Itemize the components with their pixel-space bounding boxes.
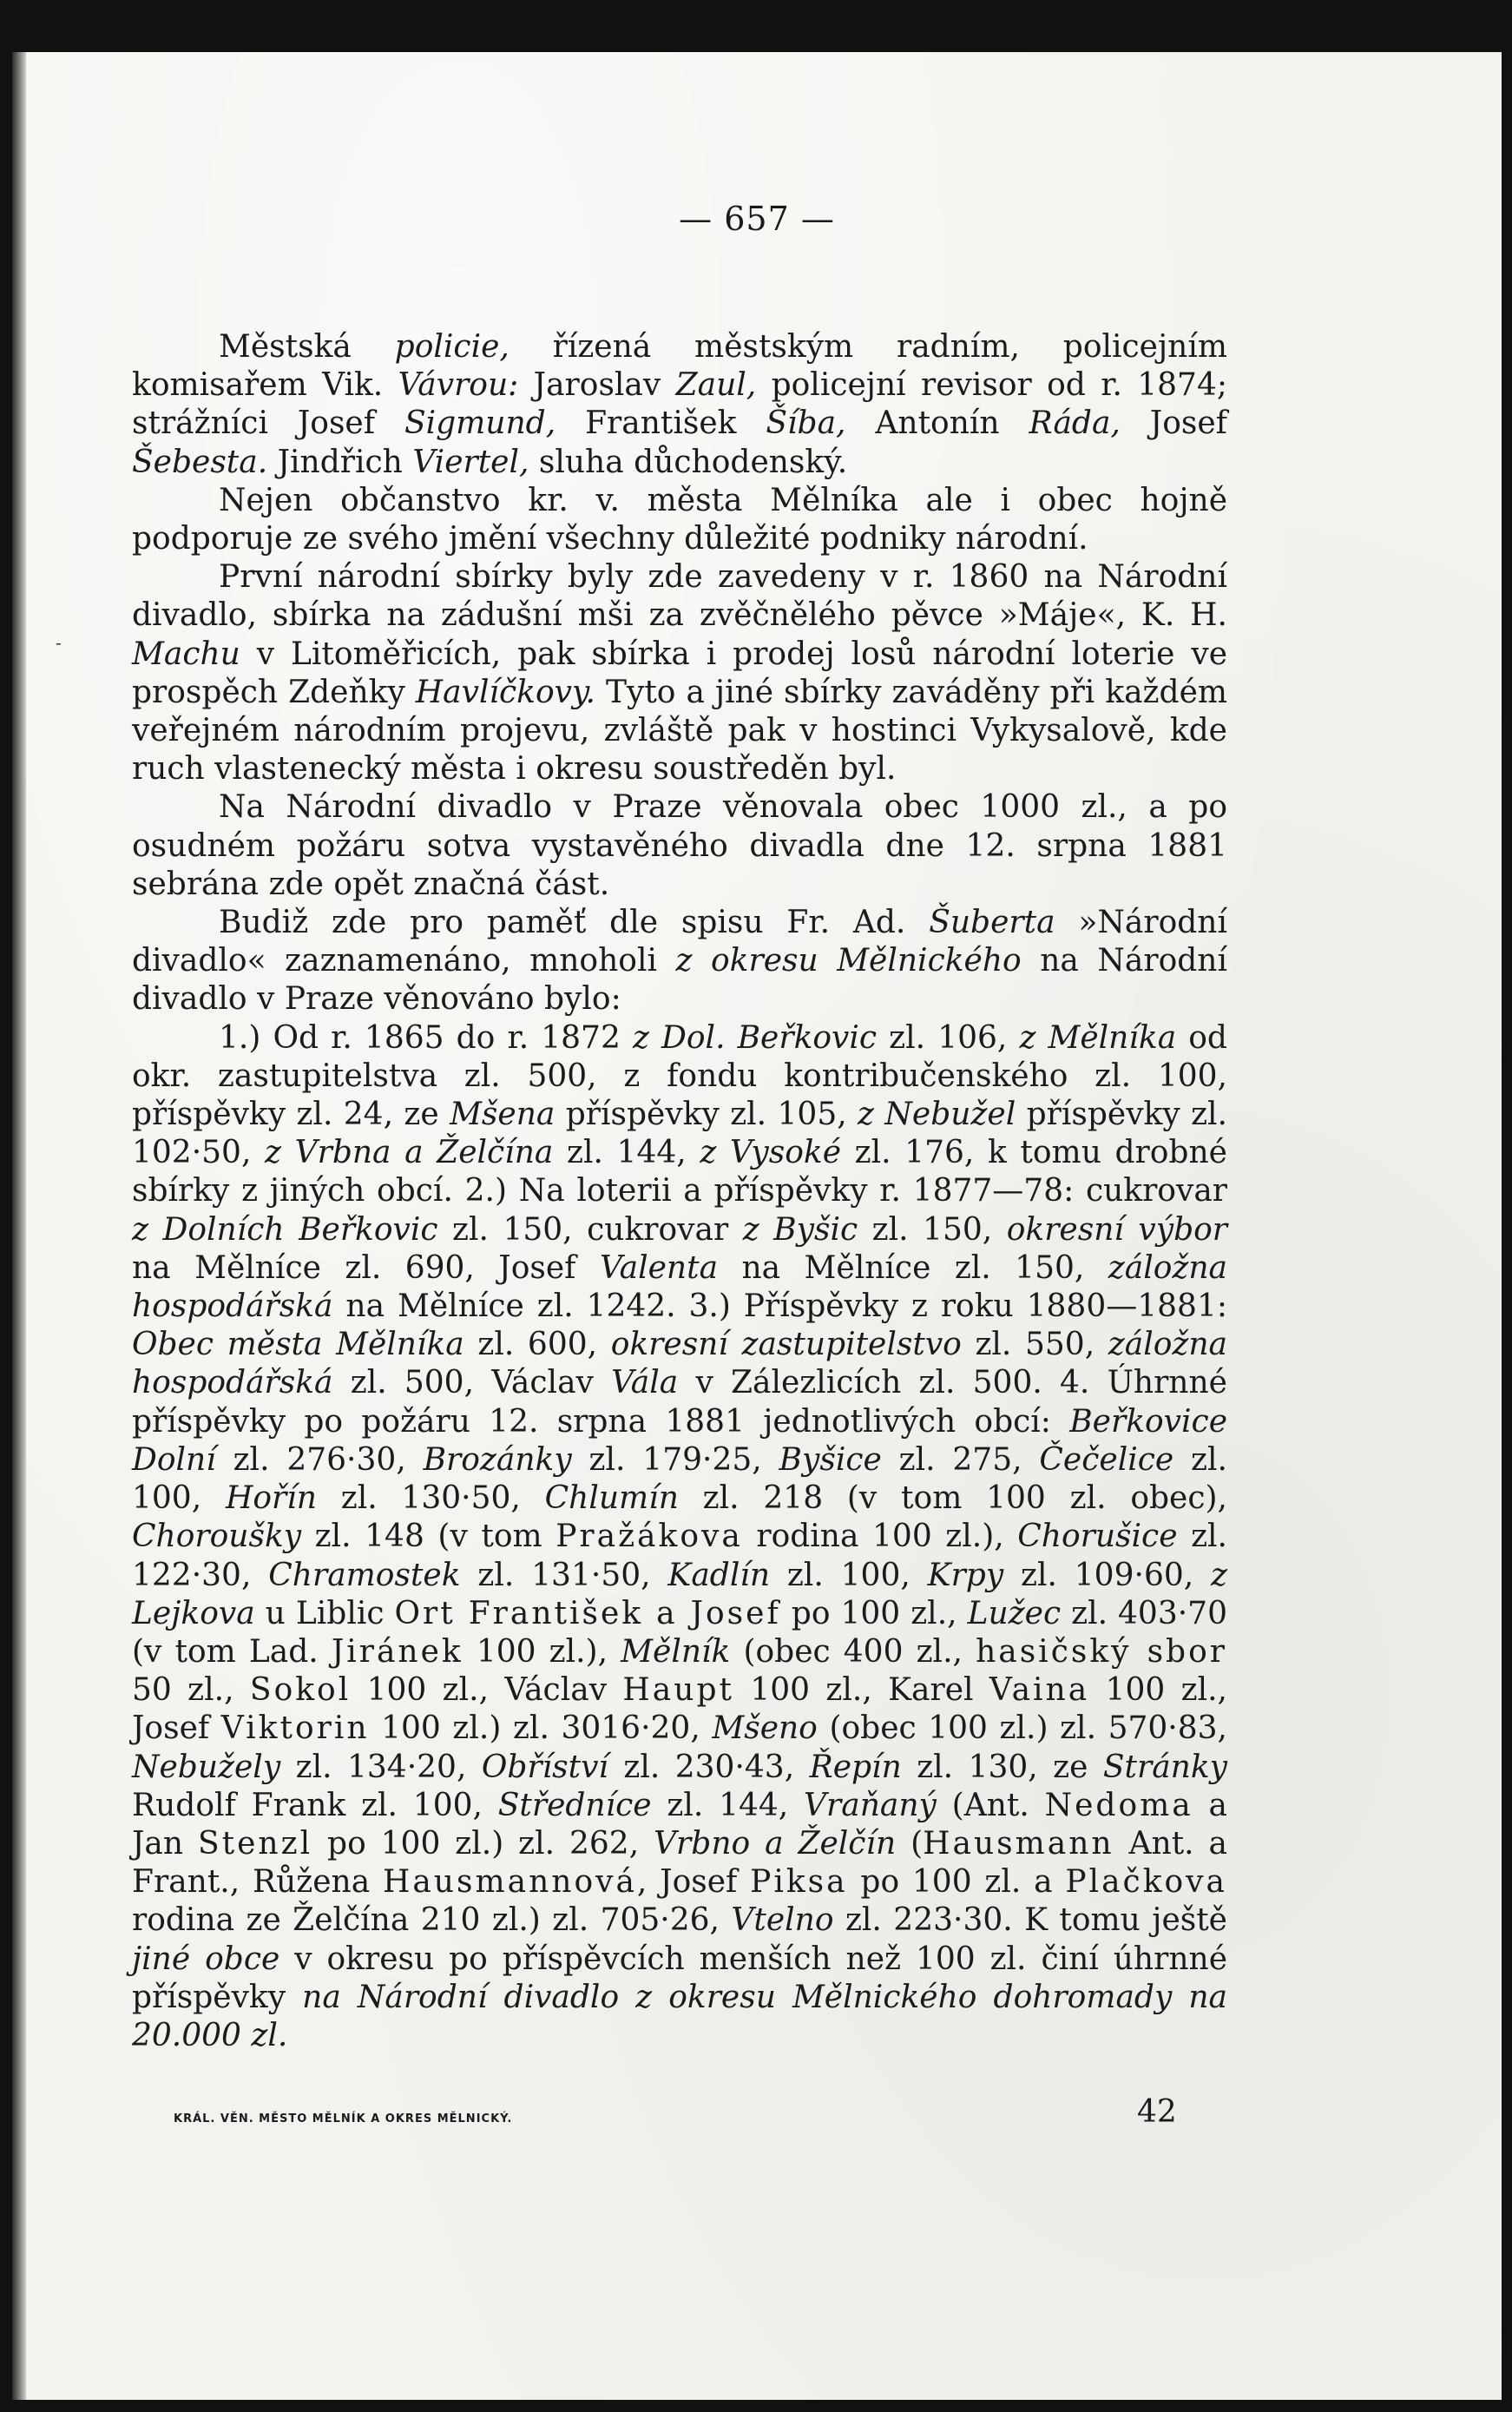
text-run: zl. 144, <box>553 1135 700 1171</box>
text-run: zl. 134·20, <box>280 1749 482 1785</box>
text-run: v Litoměřicích, pak sbírka i prodej losů národní loterie ve prospěch Zdeňky <box>132 636 1227 710</box>
italic-run: Řepín <box>809 1749 902 1785</box>
italic-run: Mělník <box>621 1633 731 1670</box>
italic-run: Šebesta. <box>132 444 268 480</box>
italic-run: okresní zastupitelstvo <box>610 1327 962 1363</box>
italic-run: Šíba, <box>766 405 846 442</box>
text-run: Na Národní divadlo v Praze věnovala obec 1000 zl., a po osudném požáru sotva vystavěného divadla dne 12. srpna 1881 sebrána zde opět značná část. <box>132 789 1227 902</box>
text-run: zl. 276·30, <box>215 1441 424 1478</box>
paragraph <box>132 328 1227 482</box>
italic-run: záložna hospodářská <box>132 1327 1227 1401</box>
italic-run: Středníce <box>497 1787 652 1823</box>
text-run: příspěvky zl. 105, <box>555 1097 858 1133</box>
text-run: zl. 130·50, <box>316 1480 545 1517</box>
italic-run: z Vrbna a Želčína <box>265 1135 554 1171</box>
spaced-run: Piksa <box>750 1864 848 1901</box>
text-run: ( <box>896 1825 924 1862</box>
text-run: rodina 100 zl.), <box>742 1519 1018 1555</box>
italic-run: Krpy <box>927 1557 1004 1593</box>
text-run: zl. 150, cukrovar <box>437 1211 743 1248</box>
text-run: zl. 100, <box>770 1557 928 1593</box>
text-run: zl. 131·50, <box>460 1557 668 1593</box>
text-run: zl. 176, k tomu drobné sbírky z jiných obcí. 2.) Na loterii a příspěvky r. 1877—78: cukrovar <box>132 1135 1227 1209</box>
italic-run: z Vysoké <box>700 1135 842 1171</box>
text-run: Rudolf Frank zl. 100, <box>132 1787 498 1823</box>
italic-run: Obříství <box>481 1749 608 1785</box>
italic-run: z okresu Mělnického <box>675 943 1022 979</box>
spaced-run: Vaina <box>989 1672 1090 1709</box>
italic-run: Šuberta <box>929 905 1055 941</box>
italic-run: Valenta <box>599 1249 719 1286</box>
italic-run: Nebužely <box>132 1749 281 1785</box>
text-run: »Národní divadlo« zaznamenáno, mnoholi <box>132 905 1227 979</box>
text-run: Tyto a jiné sbírky zaváděny při každém veřejném národním projevu, zvláště pak v hostinci Vykysalově, kde ruch vlastenecký města i okresu soustředěn byl. <box>132 674 1228 788</box>
text-run: policejní revisor od r. 1874; strážníci Josef <box>132 367 1227 442</box>
text-run: na Mělníce zl. 690, Josef <box>132 1249 600 1286</box>
text-run: po 100 zl. a <box>847 1864 1066 1901</box>
italic-run: Vávrou: <box>398 367 519 404</box>
text-run: zl. 144, <box>651 1787 805 1823</box>
margin-mark: - <box>56 632 62 653</box>
text-run: , Josef <box>636 1864 751 1901</box>
italic-run: z Dol. Beřkovic <box>632 1019 878 1056</box>
text-run: zl. 179·25, <box>571 1441 779 1478</box>
italic-run: Zaul, <box>675 367 757 404</box>
text-run: Jindřich <box>267 444 413 480</box>
italic-run: Chlumín <box>544 1480 679 1517</box>
gathering-signature: 42 <box>1137 2094 1177 2130</box>
text-run: na Mělníce zl. 150, <box>718 1249 1108 1286</box>
text-run: zl. 106, <box>877 1019 1020 1056</box>
italic-run: Vtelno <box>731 1902 834 1939</box>
text-run: Jaroslav <box>518 367 676 404</box>
spaced-run: Sokol <box>249 1672 352 1709</box>
italic-run: Beřkovice Dolní <box>132 1403 1227 1478</box>
text-run: 100 zl., Václav <box>351 1672 623 1709</box>
italic-run: Sigmund, <box>404 405 556 442</box>
text-run: u Liblic <box>254 1595 395 1631</box>
text-run: zl. 223·30. K tomu ještě <box>833 1902 1227 1939</box>
text-run: Antonín <box>845 405 1029 442</box>
text-run: zl. 109·60, <box>1003 1557 1212 1593</box>
italic-run: Čečelice <box>1039 1441 1174 1478</box>
paragraph <box>132 558 1227 788</box>
text-run: (Ant. <box>936 1787 1045 1823</box>
italic-run: Byšice <box>779 1441 882 1478</box>
italic-run: z Lejkova <box>132 1557 1228 1631</box>
page-edge-shadow <box>12 52 26 2400</box>
italic-run: z Dolních Beřkovic <box>132 1211 438 1248</box>
italic-run: záložna hospodářská <box>132 1249 1227 1325</box>
footer-imprint: KRÁL. VĚN. MĚSTO MĚLNÍK A OKRES MĚLNICKÝ. <box>174 2112 513 2125</box>
text-run: sluha důchodenský. <box>529 444 848 480</box>
spaced-run: Pražákova <box>555 1519 743 1555</box>
italic-run: policie, <box>394 329 509 365</box>
spaced-run: Viktorin <box>220 1710 370 1747</box>
text-run: v Zálezlicích zl. 500. 4. Úhrnné příspěvky po požáru 12. srpna 1881 jednotlivých obcí: <box>132 1365 1227 1440</box>
italic-run: Machu <box>132 636 240 672</box>
text-run: zl. 148 (v tom <box>301 1519 556 1555</box>
italic-run: Kadlín <box>667 1557 771 1593</box>
italic-run: Brozánky <box>423 1441 572 1478</box>
italic-run: z Mělníka <box>1019 1019 1177 1056</box>
text-run: po 100 zl., <box>780 1595 968 1631</box>
italic-run: Havlíčkovy. <box>415 674 595 710</box>
text-run: 1.) Od r. 1865 do r. 1872 <box>219 1019 633 1056</box>
italic-run: okresní výbor <box>1006 1211 1227 1248</box>
paragraph <box>132 904 1227 1019</box>
spaced-run: Nedoma <box>1044 1787 1193 1823</box>
spaced-run: Ort František a Josef <box>394 1595 781 1631</box>
spaced-run: Plačkova <box>1065 1864 1227 1901</box>
italic-run: Chramostek <box>268 1557 461 1593</box>
text-run: zl. 122·30, <box>132 1519 1227 1593</box>
italic-run: Viertel, <box>412 444 529 480</box>
italic-run: Vrbno a Želčín <box>654 1825 897 1862</box>
text-run: a Jan <box>132 1787 1227 1862</box>
book-page <box>12 52 1502 2400</box>
paragraph <box>132 788 1227 904</box>
text-run: na Mělníce zl. 1242. 3.) Příspěvky z roku 1880—1881: <box>332 1288 1227 1325</box>
text-run: (obec 400 zl., <box>730 1633 976 1670</box>
italic-run: Stránky <box>1102 1749 1228 1785</box>
italic-run: z Byšic <box>742 1211 858 1248</box>
spaced-run: hasičský sbor <box>976 1633 1227 1670</box>
text-run: na Národní divadlo v Praze věnováno bylo: <box>132 943 1227 1018</box>
text-run: po 100 zl.) zl. 262, <box>312 1825 654 1862</box>
italic-run: Mšena <box>450 1097 555 1133</box>
italic-run: Ráda, <box>1029 405 1121 442</box>
text-run: zl. 218 (v tom 100 zl. obec), <box>678 1480 1227 1517</box>
text-run: Ant. a Frant., Růžena <box>132 1825 1228 1901</box>
italic-run: z Nebužel <box>858 1097 1016 1133</box>
text-run: 100 zl.), <box>463 1633 621 1670</box>
text-run: od okr. zastupitelstva zl. 500, z fondu kontribučenského zl. 100, příspěvky zl. 24, ze <box>132 1019 1227 1133</box>
body-text <box>132 328 1227 2055</box>
text-run: 100 zl.) zl. 3016·20, <box>369 1710 713 1747</box>
spaced-run: Hausmannová <box>382 1864 637 1901</box>
text-run: zl. 275, <box>881 1441 1040 1478</box>
text-run: rodina ze Želčína 210 zl.) zl. 705·26, <box>132 1902 732 1939</box>
italic-run: Mšeno <box>712 1710 818 1747</box>
text-run: 50 zl., <box>132 1672 250 1709</box>
italic-run: Hořín <box>225 1480 317 1517</box>
text-run: zl. 600, <box>463 1327 611 1363</box>
text-run: 100 zl., Josef <box>132 1672 1228 1747</box>
text-run: Josef <box>1120 405 1227 442</box>
text-run: příspěvky zl. 102·50, <box>132 1097 1227 1171</box>
text-run: zl. 130, ze <box>901 1749 1103 1785</box>
italic-run: Obec města Mělníka <box>132 1327 464 1363</box>
italic-run: Lužec <box>967 1595 1062 1631</box>
italic-run: Choroušky <box>132 1519 302 1555</box>
italic-run: na Národní divadlo z okresu Mělnického dohromady na 20.000 zl. <box>132 1979 1228 2053</box>
text-run: zl. 100, <box>132 1441 1227 1517</box>
text-run: Nejen občanstvo kr. v. města Mělníka ale i obec hojně podporuje ze svého jmění všechny důležité podniky národní. <box>132 482 1227 557</box>
text-run: zl. 500, Václav <box>332 1365 612 1401</box>
spaced-run: Stenzl <box>198 1825 313 1862</box>
page-number: — 657 — <box>679 200 835 238</box>
text-run: Budiž zde pro paměť dle spisu Fr. Ad. <box>219 905 930 941</box>
italic-run: jiné obce <box>132 1941 280 1977</box>
text-run: zl. 230·43, <box>608 1749 810 1785</box>
spaced-run: Jiránek <box>331 1633 463 1670</box>
text-run: (obec 100 zl.) zl. 570·83, <box>817 1710 1227 1747</box>
text-run: zl. 403·70 (v tom Lad. <box>132 1595 1227 1670</box>
text-run: zl. 550, <box>961 1327 1108 1363</box>
spaced-run: Haupt <box>622 1672 734 1709</box>
text-run: František <box>555 405 766 442</box>
paragraph <box>132 1019 1227 2055</box>
text-run: zl. 150, <box>858 1211 1007 1248</box>
text-run: První národní sbírky byly zde zavedeny v r. 1860 na Národní divadlo, sbírka na zádušní mši za zvěčnělého pěvce »Máje«, K. H. <box>132 559 1227 634</box>
italic-run: Vraňaný <box>804 1787 937 1823</box>
text-run: v okresu po příspěvcích menších než 100 zl. činí úhrnné příspěvky <box>132 1941 1228 2015</box>
paragraph <box>132 482 1227 558</box>
text-run: Městská <box>219 329 395 365</box>
italic-run: Vála <box>611 1365 679 1401</box>
text-run: 100 zl., Karel <box>733 1672 989 1709</box>
italic-run: Chorušice <box>1017 1519 1178 1555</box>
text-run: řízená městským radním, policejním komisařem Vik. <box>132 329 1227 404</box>
spaced-run: Hausmann <box>923 1825 1114 1862</box>
